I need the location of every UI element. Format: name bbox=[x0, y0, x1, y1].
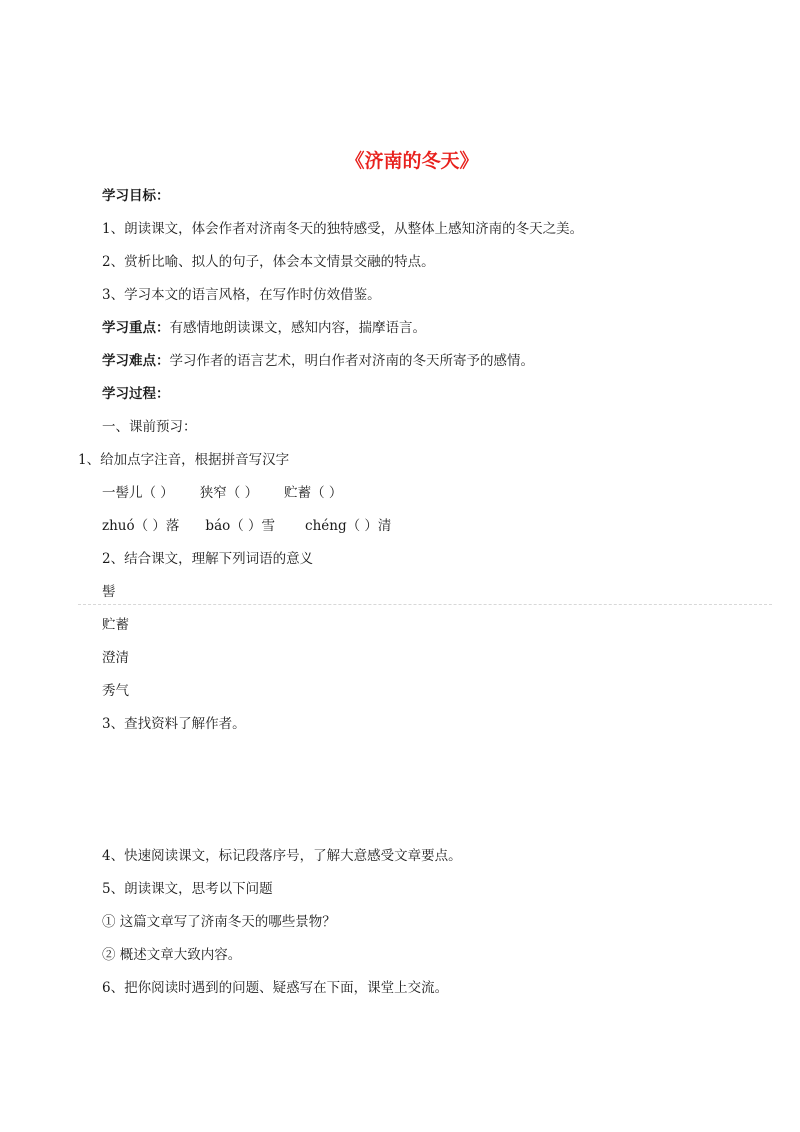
word-item: 秀气 bbox=[102, 683, 129, 699]
question-6: 6、把你阅读时遇到的问题、疑惑写在下面，课堂上交流。 bbox=[102, 980, 449, 996]
objective-2: 2、赏析比喻、拟人的句子，体会本文情景交融的特点。 bbox=[102, 254, 435, 270]
difficulty-label: 学习难点： bbox=[102, 353, 170, 369]
difficulty-line bbox=[102, 351, 534, 371]
blank-item: 一髻儿（ ） bbox=[102, 485, 174, 501]
difficulty-text: 学习作者的语言艺术，明白作者对济南的冬天所寄予的感情。 bbox=[169, 353, 534, 369]
question-2: 2、结合课文，理解下列词语的意义 bbox=[102, 551, 314, 567]
objectives-heading: 学习目标： bbox=[102, 188, 170, 204]
objective-1: 1、朗读课文，体会作者对济南冬天的独特感受，从整体上感知济南的冬天之美。 bbox=[102, 221, 584, 237]
process-heading: 学习过程： bbox=[102, 386, 170, 402]
word-item: 髻 bbox=[102, 584, 116, 600]
word-item: 澄清 bbox=[102, 650, 129, 666]
blank-item: 狭窄（ ） bbox=[199, 485, 259, 501]
section-preview: 一、课前预习： bbox=[102, 419, 197, 435]
question-5-item-2: ② 概述文章大致内容。 bbox=[102, 947, 242, 963]
blank-item: zhuó（ ）落 bbox=[102, 518, 180, 534]
question-4: 4、快速阅读课文，标记段落序号，了解大意感受文章要点。 bbox=[102, 848, 462, 864]
question-3: 3、查找资料了解作者。 bbox=[102, 716, 246, 732]
pinyin-row-2 bbox=[102, 516, 391, 536]
blank-item: chéng（ ）清 bbox=[305, 518, 392, 534]
document-title: 《济南的冬天》 bbox=[345, 150, 479, 172]
word-item: 贮蓄 bbox=[102, 617, 129, 633]
focus-line bbox=[102, 318, 426, 338]
question-5-item-1: ① 这篇文章写了济南冬天的哪些景物？ bbox=[102, 914, 336, 930]
question-1: 1、给加点字注音，根据拼音写汉字 bbox=[78, 452, 290, 468]
focus-text: 有感情地朗读课文，感知内容，揣摩语言。 bbox=[169, 320, 426, 336]
blank-item: báo（ ）雪 bbox=[205, 518, 276, 534]
objective-3: 3、学习本文的语言风格，在写作时仿效借鉴。 bbox=[102, 287, 381, 303]
pinyin-row-1 bbox=[102, 483, 342, 503]
blank-item: 贮蓄（ ） bbox=[284, 485, 343, 501]
focus-label: 学习重点： bbox=[102, 320, 170, 336]
page-divider bbox=[78, 604, 772, 605]
question-5: 5、朗读课文，思考以下问题 bbox=[102, 881, 273, 897]
